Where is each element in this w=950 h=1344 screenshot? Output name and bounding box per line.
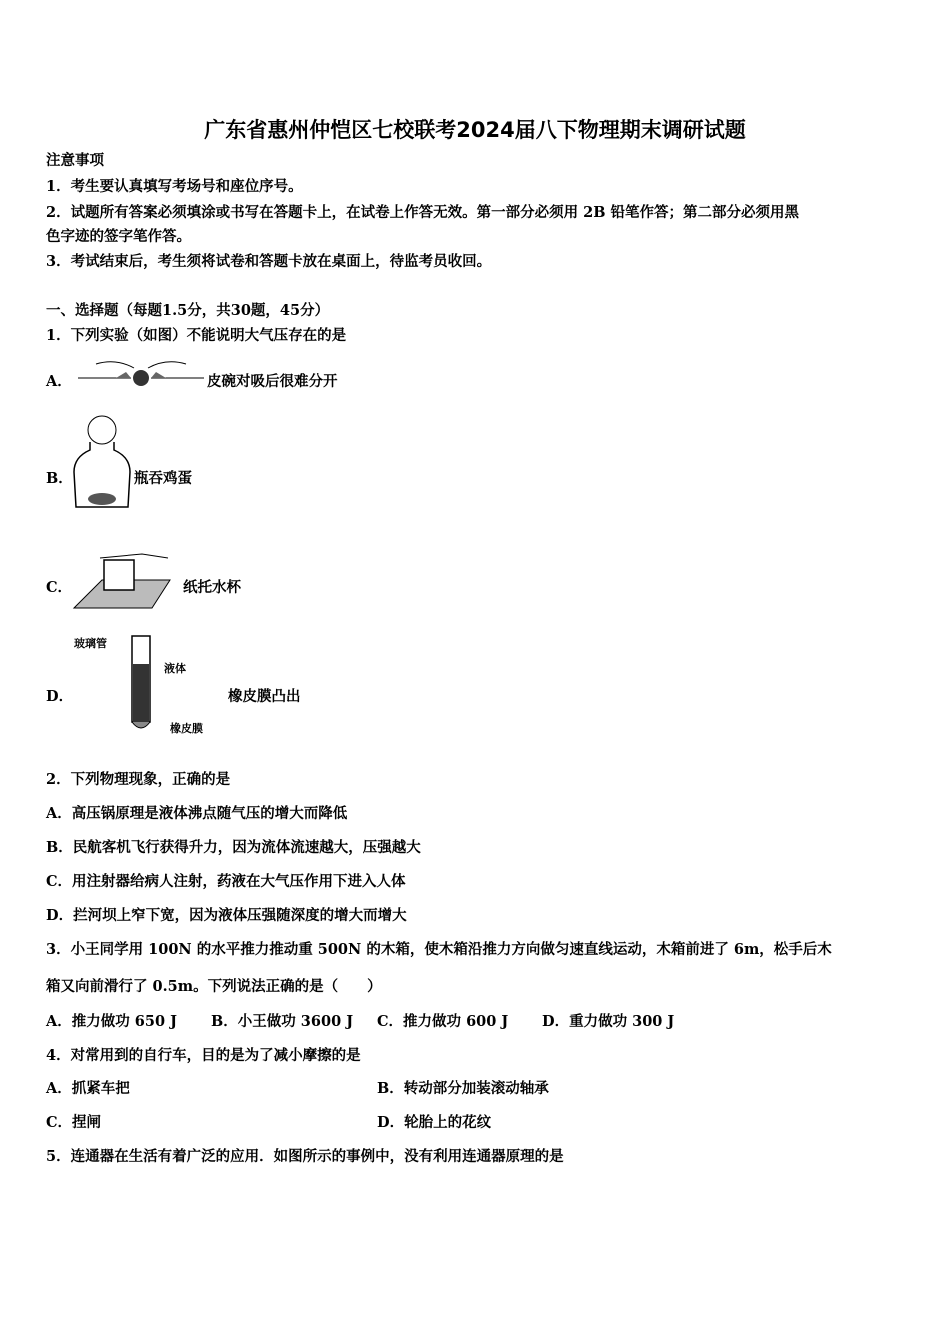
glass-tube-figure — [74, 634, 224, 738]
q1-option-d-letter: D． — [46, 688, 74, 705]
q2-option: A．高压锅原理是液体沸点随气压的增大而降低 — [46, 805, 348, 822]
question-5-stem: 5．连通器在生活有着广泛的应用．如图所示的事例中，没有利用连通器原理的是 — [46, 1148, 564, 1165]
q2-option: B．民航客机飞行获得升力，因为流体流速越大，压强越大 — [46, 839, 421, 856]
q1-option-c-text: 纸托水杯 — [183, 579, 241, 596]
q4-option: A．抓紧车把 — [46, 1080, 130, 1097]
notice-item: 2．试题所有答案必须填涂或书写在答题卡上，在试卷上作答无效。第一部分必须用 2B 铅笔作答；第二部分必须用黑 — [46, 204, 800, 221]
notice-item: 色字迹的签字笔作答。 — [46, 228, 191, 245]
q1-option-b-text: 瓶吞鸡蛋 — [134, 470, 192, 487]
q1-option-a-text: 皮碗对吸后很难分开 — [207, 373, 338, 390]
suction-cups-figure — [76, 358, 206, 394]
q1-option-c-letter: C． — [46, 579, 73, 596]
question-1-stem: 1．下列实验（如图）不能说明大气压存在的是 — [46, 327, 347, 344]
q2-option: D．拦河坝上窄下宽，因为液体压强随深度的增大而增大 — [46, 907, 407, 924]
question-2-stem: 2．下列物理现象，正确的是 — [46, 771, 231, 788]
q3-option: A．推力做功 650 J — [46, 1013, 177, 1030]
question-3-stem-cont: 箱又向前滑行了 0.5m。下列说法正确的是（ ） — [46, 978, 382, 995]
paper-cup-figure — [72, 550, 172, 612]
q3-option: D．重力做功 300 J — [542, 1013, 675, 1030]
q3-option: C．推力做功 600 J — [377, 1013, 509, 1030]
notice-heading: 注意事项 — [46, 152, 104, 169]
q4-option: B．转动部分加装滚动轴承 — [377, 1080, 549, 1097]
bottle-egg-figure — [70, 412, 134, 512]
liquid-label: 液体 — [164, 662, 186, 675]
notice-item: 3．考试结束后，考生须将试卷和答题卡放在桌面上，待监考员收回。 — [46, 253, 492, 270]
q4-option: D．轮胎上的花纹 — [377, 1114, 492, 1131]
q1-option-a-letter: A． — [46, 373, 72, 390]
q1-option-d-text: 橡皮膜凸出 — [228, 688, 301, 705]
membrane-label: 橡皮膜 — [170, 722, 203, 735]
q3-option: B．小王做功 3600 J — [211, 1013, 354, 1030]
notice-item: 1．考生要认真填写考场号和座位序号。 — [46, 178, 303, 195]
q4-option: C．捏闸 — [46, 1114, 102, 1131]
question-3-stem: 3．小王同学用 100N 的水平推力推动重 500N 的木箱，使木箱沿推力方向做匀速直线运动，木箱前进了 6m，松手后木 — [46, 941, 832, 958]
section-heading: 一、选择题（每题1.5分，共30题，45分） — [46, 302, 330, 319]
q2-option: C．用注射器给病人注射，药液在大气压作用下进入人体 — [46, 873, 406, 890]
page-title: 广东省惠州仲恺区七校联考2024届八下物理期末调研试题 — [204, 118, 746, 142]
tube-label: 玻璃管 — [74, 637, 107, 650]
q1-option-b-letter: B． — [46, 470, 73, 487]
question-4-stem: 4．对常用到的自行车，目的是为了减小摩擦的是 — [46, 1047, 361, 1064]
